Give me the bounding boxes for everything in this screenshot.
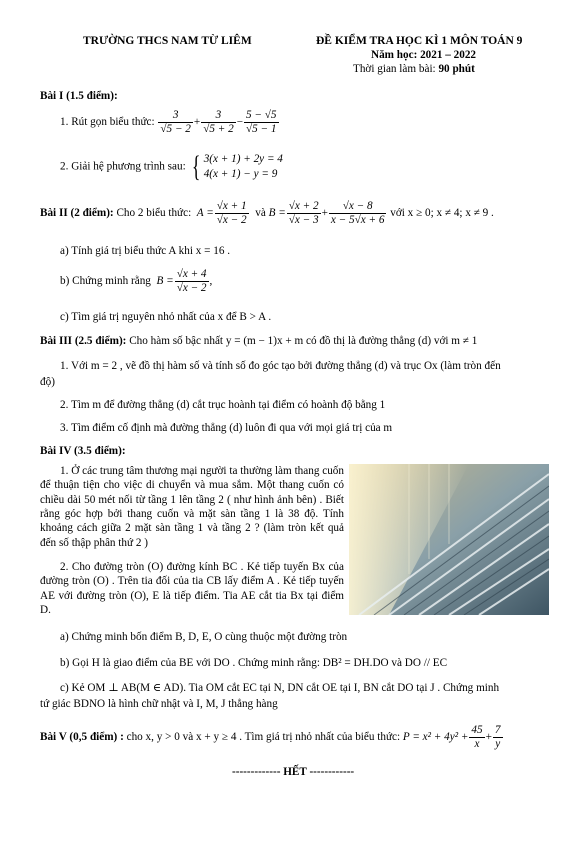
bai3-q3: 3. Tìm điểm cố định mà đường thẳng (d) luôn đi qua với mọi giá trị của m (60, 422, 393, 434)
expression-a: $\frac{√x + 1}{√x - 2}$ (216, 200, 247, 226)
bai3-q1: 1. Với m = 2 , vẽ đồ thị hàm số và tính số đo góc tạo bởi đường thẳng (d) và trục Ox (làm tròn đến (60, 360, 501, 372)
bai1-title: Bài I (1.5 điểm): (40, 90, 118, 102)
bai1-fraction-1: $\frac{3}{√5 - 2}$ (160, 109, 191, 135)
bai3-title: Bài III (2.5 điểm): (40, 335, 127, 347)
bai3-intro-line: Bài III (2.5 điểm): Cho hàm số bậc nhất y = (m − 1)x + m có đồ thị là đường thẳng (d) với m ≠ 1 (40, 335, 478, 347)
bai2-title: Bài II (2 điểm): (40, 207, 114, 220)
bai5-fraction-1: $\frac{45}{x}$ (471, 724, 483, 750)
end-marker: ------------- HẾT ------------ (232, 766, 355, 778)
expression-b-fraction-1: $\frac{√x + 2}{√x - 3}$ (288, 200, 319, 226)
bai2-qc: c) Tìm giá trị nguyên nhỏ nhất của x để B > A . (60, 311, 272, 323)
bai5-line: Bài V (0,5 điểm) : cho x, y > 0 và x + y ≥ 4 . Tìm giá trị nhỏ nhất của biểu thức: P = x² + 4y² + $\frac{45}{x}$ + $\frac{7}{y}$ (40, 724, 501, 750)
bai3-q1-cont: độ) (40, 376, 55, 388)
bai4-title: Bài IV (3.5 điểm): (40, 445, 126, 457)
time-value: 90 phút (438, 63, 475, 75)
time-limit (353, 62, 475, 76)
bai1-fraction-3: $\frac{5 - √5}{√5 - 1}$ (246, 109, 277, 135)
bai1-q1: 1. Rút gọn biểu thức: $\frac{3}{√5 - 2}$ + $\frac{3}{√5 + 2}$ − $\frac{5 - √5}{√5 - 1}$ (60, 109, 277, 135)
time-label: Thời gian làm bài: (353, 63, 436, 75)
bai4-qa: a) Chứng minh bốn điểm B, D, E, O cùng thuộc một đường tròn (60, 631, 348, 643)
school-name: TRƯỜNG THCS NAM TỪ LIÊM (83, 35, 252, 47)
bai4-p2: 2. Cho đường tròn (O) đường kính BC . Kẻ tiếp tuyến Bx của đường tròn (O) . Trên tia đối của tia CB lấy điểm A . Kẻ tiếp tuyến AE với đường tròn (O), E là tiếp điểm. Tia AE cắt tia Bx tại điểm D. (40, 561, 344, 616)
bai1-fraction-2: $\frac{3}{√5 + 2}$ (203, 109, 234, 135)
bai3-q2: 2. Tìm m để đường thẳng (d) cắt trục hoành tại điểm có hoành độ bằng 1 (60, 399, 386, 411)
bai1-q1-label: 1. Rút gọn biểu thức: (60, 116, 155, 129)
equation-system (204, 152, 283, 181)
bai1-q2-label: 2. Giải hệ phương trình sau: (60, 160, 186, 173)
exam-title: ĐỀ KIỂM TRA HỌC KÌ 1 MÔN TOÁN 9 (316, 35, 523, 47)
expression-b-fraction-2: $\frac{√x - 8}{x - 5√x + 6}$ (330, 200, 385, 226)
bai5-fraction-2: $\frac{7}{y}$ (494, 724, 501, 750)
bai4-p1: 1. Ở các trung tâm thương mại người ta thường làm thang cuốn để thuận tiện cho việc di chuyển và mua sắm. Một thang cuốn có chiều dài 50 mét nối từ tầng 1 lên tầng 2 ( như hình ảnh bên) . Biết rằng góc hợp bởi thang cuốn và mặt sàn tầng 1 là 38 độ. Tính khoảng cách giữa 2 mặt sàn tầng 1 và tầng 2 ? (làm tròn kết quả đến số thập phân thứ 2 ) (40, 465, 344, 549)
bai2-intro-line: Bài II (2 điểm): Cho 2 biểu thức: A = $\frac{√x + 1}{√x - 2}$ và B = $\frac{√x + 2}{√x - 3}$ + $\frac{√x - 8}{x - 5√x + 6}$ với x ≥ 0; x ≠ 4; x ≠ 9 . (40, 200, 494, 226)
school-year: Năm học: 2021 – 2022 (371, 49, 477, 61)
system-brace: { (191, 149, 201, 183)
bai2-condition: với x ≥ 0; x ≠ 4; x ≠ 9 . (390, 207, 494, 220)
bai1-q2 (60, 149, 283, 183)
bai2-qa: a) Tính giá trị biểu thức A khi x = 16 . (60, 245, 231, 257)
bai4-qc: c) Kẻ OM ⊥ AB(M ∈ AD). Tia OM cắt EC tại N, DN cắt OE tại I, BN cắt DO tại J . Chứng minh (60, 682, 500, 694)
equation-2: 4(x + 1) − y = 9 (203, 167, 278, 180)
equation-1: 3(x + 1) + 2y = 4 (203, 153, 283, 165)
bai4-qc-cont: tứ giác BDNO là hình chữ nhật và I, M, J thẳng hàng (40, 698, 278, 710)
bai2-qb-fraction: $\frac{√x + 4}{√x - 2}$ (176, 268, 207, 294)
escalator-photo (349, 464, 549, 615)
bai4-qb: b) Gọi H là giao điểm của BE với DO . Chứng minh rằng: DB² = DH.DO và DO // EC (60, 657, 448, 669)
bai5-title: Bài V (0,5 điểm) : (40, 731, 124, 744)
bai2-qb: b) Chứng minh rằng B = $\frac{√x + 4}{√x - 2}$ , (60, 268, 213, 294)
